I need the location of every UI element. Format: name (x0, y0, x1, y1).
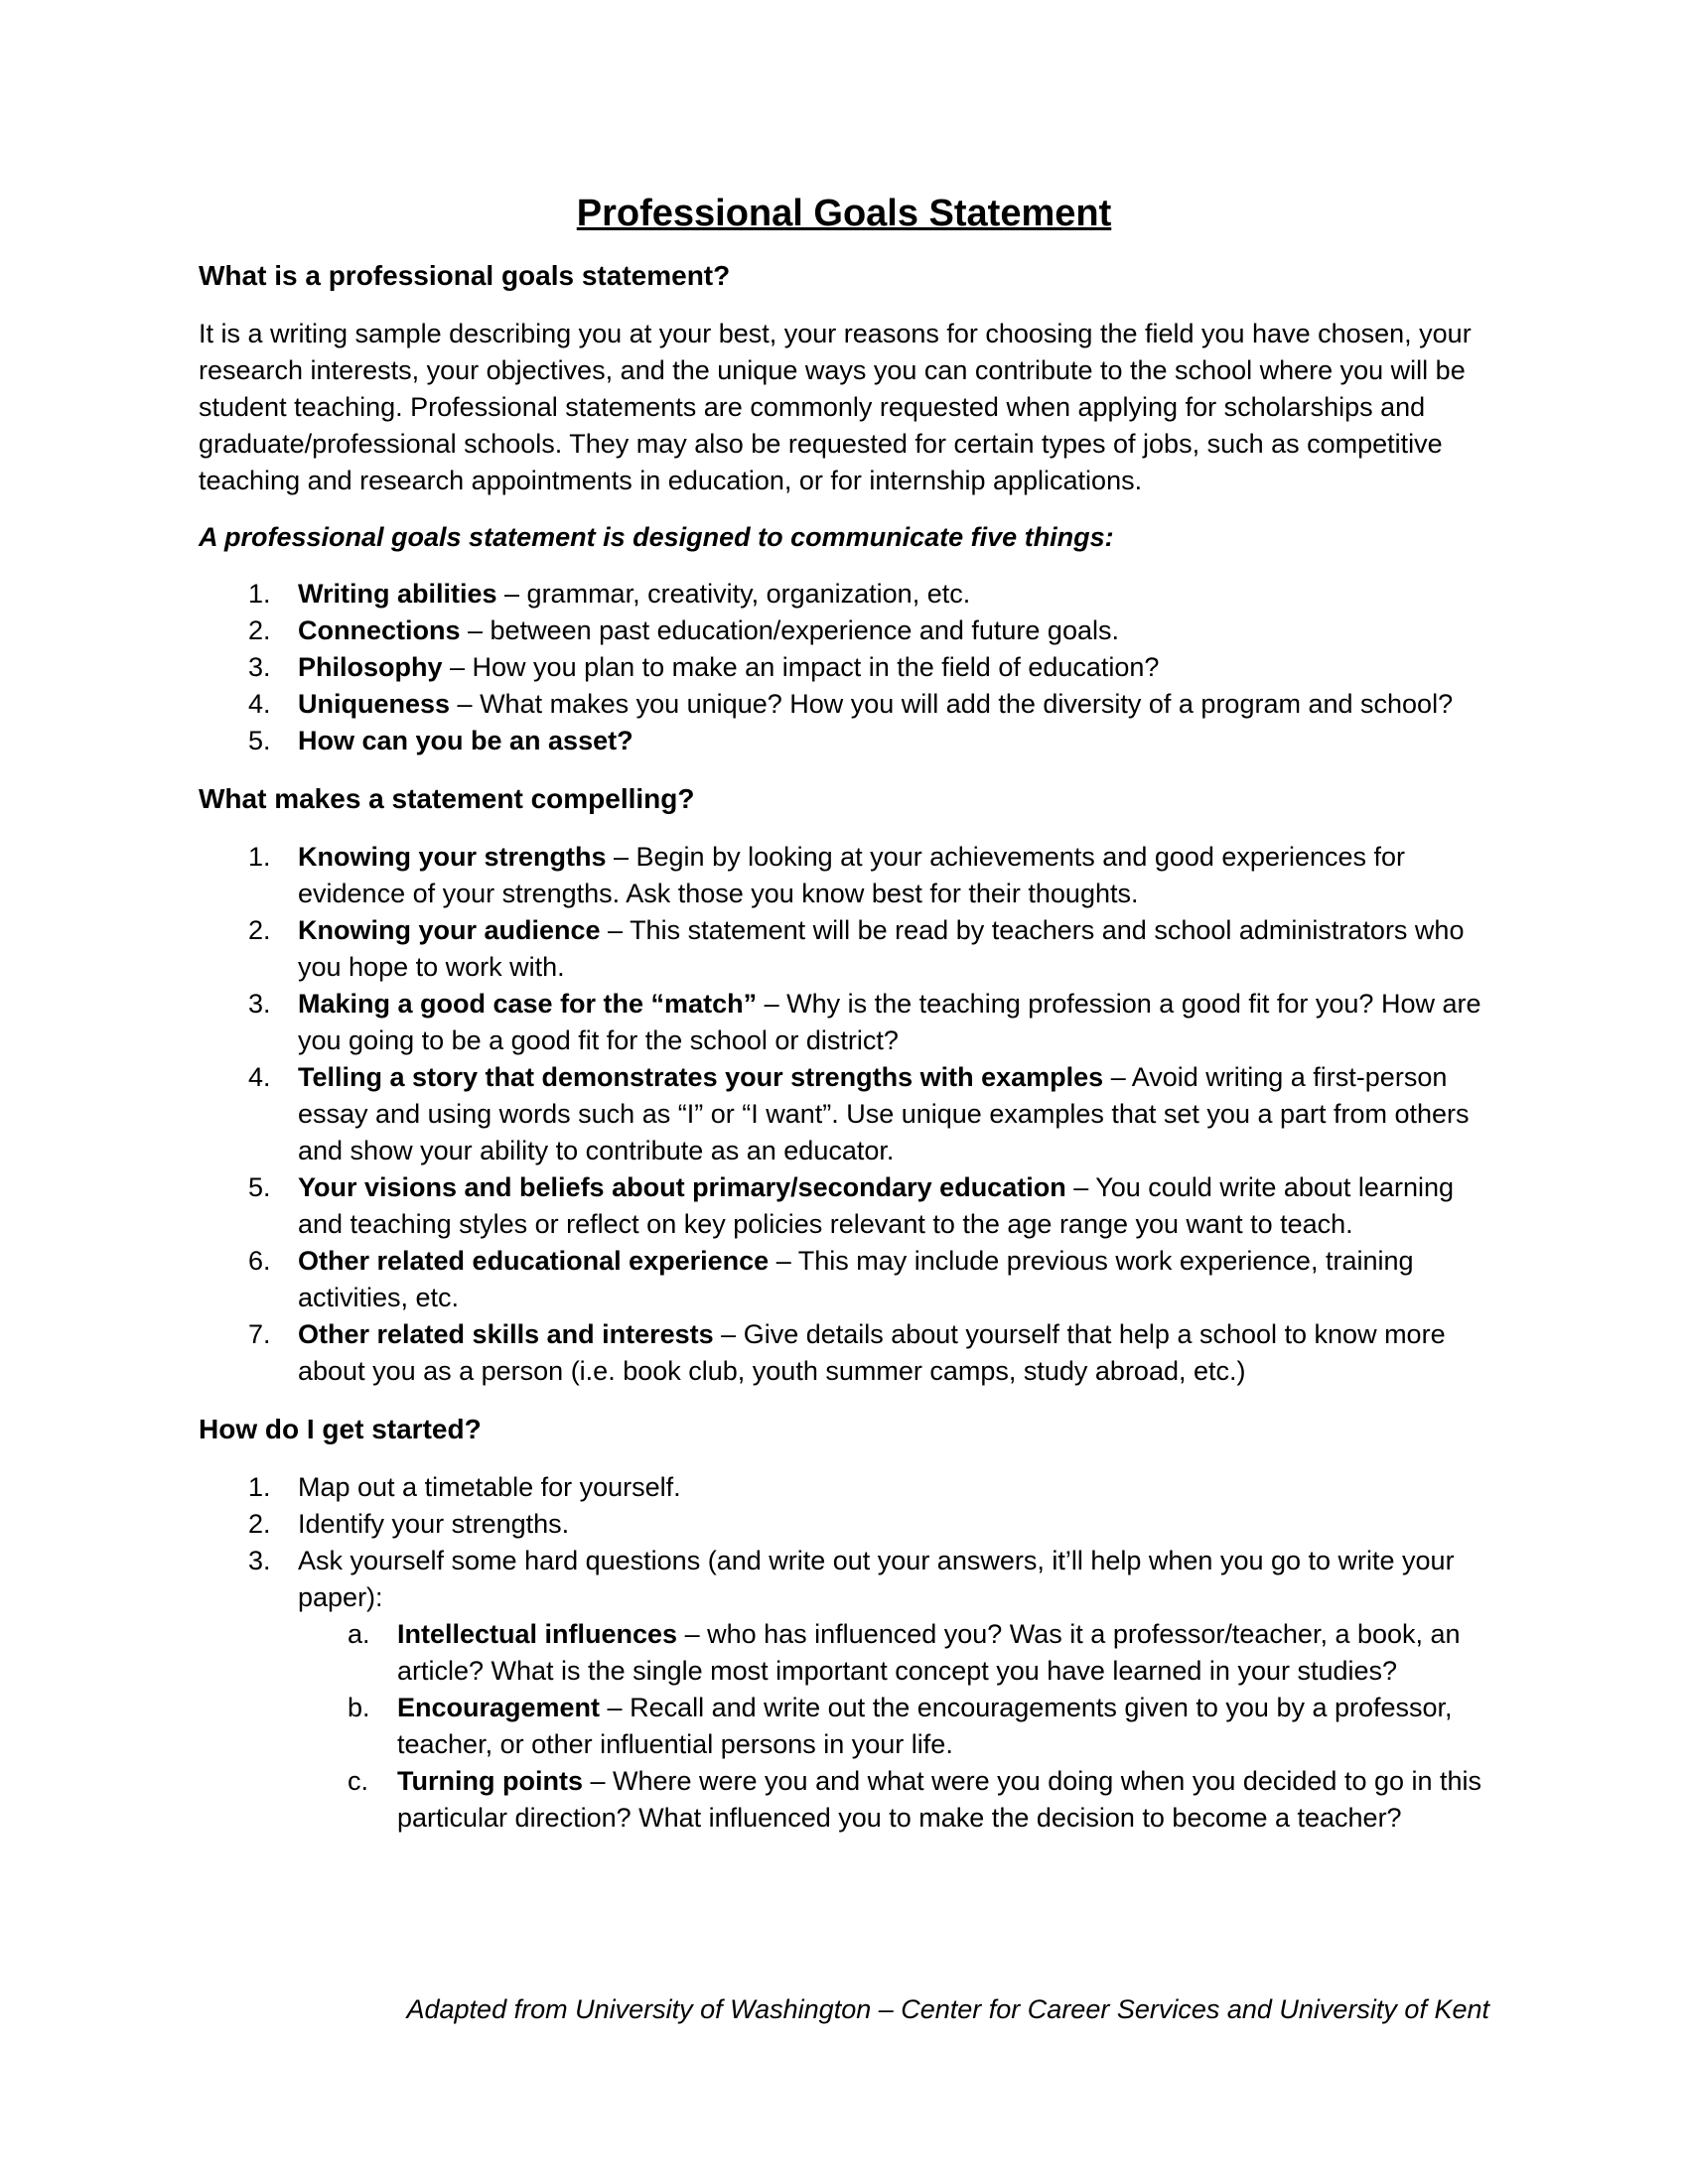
five-things-list (199, 576, 1489, 759)
footer-attribution: Adapted from University of Washington – Center for Career Services and University of Kent (406, 1994, 1489, 2024)
list-item: 5. Your visions and beliefs about primary/secondary education – You could write about learning and teaching styles or reflect on key policies relevant to the age range you want to teach. (248, 1172, 1454, 1239)
list-item: 4. Uniqueness – What makes you unique? How you will add the diversity of a program and school? (248, 689, 1454, 719)
hard-questions-sublist (298, 1616, 1489, 1837)
list-item: 3. Ask yourself some hard questions (and write out your answers, it’ll help when you go to write your paper): a. Intellectual influences – who has influenced you? Was it a professor/teacher, a book, an article? What is the single most important concept you have learned in your studies? b. Encouragement – Recall and write out the encouragements given to you by a professor, teacher, or other influential persons in your life. c. Turning points – Where were you and what were you doing when you decided to go in this particular direction? What influenced you to make the decision to become a teacher? (199, 1543, 1489, 1837)
list-item: 2. Identify your strengths. (248, 1509, 570, 1539)
list-item: 1. Knowing your strengths – Begin by looking at your achievements and good experiences for evidence of your strengths. Ask those you know best for their thoughts. (248, 842, 1406, 908)
sub-list-item: a. Intellectual influences – who has influenced you? Was it a professor/teacher, a book, an article? What is the single most important concept you have learned in your studies? (348, 1619, 1461, 1686)
list-item: 1. Writing abilities – grammar, creativity, organization, etc. (248, 579, 971, 609)
compelling-list (199, 839, 1489, 1390)
list-item: 7. Other related skills and interests – Give details about yourself that help a school to know more about you as a person (i.e. book club, youth summer camps, study abroad, etc.) (248, 1319, 1446, 1386)
get-started-list (199, 1469, 1489, 1837)
sub-list-item: c. Turning points – Where were you and what were you doing when you decided to go in this particular direction? What influenced you to make the decision to become a teacher? (348, 1766, 1482, 1833)
list-item: 1. Map out a timetable for yourself. (248, 1472, 681, 1502)
list-item: 4. Telling a story that demonstrates your strengths with examples – Avoid writing a first-person essay and using words such as “I” or “I want”. Use unique examples that set you a part from others and show your ability to contribute as an educator. (248, 1062, 1470, 1165)
list-item: 2. Connections – between past education/experience and future goals. (248, 615, 1119, 645)
section-heading-get-started: How do I get started? (199, 1414, 482, 1444)
document-page (199, 189, 1489, 1837)
list-item: 6. Other related educational experience – This may include previous work experience, training activities, etc. (248, 1246, 1414, 1312)
list-item: 2. Knowing your audience – This statement will be read by teachers and school administrators who you hope to work with. (248, 915, 1465, 982)
document-title: Professional Goals Statement (576, 193, 1112, 234)
section-heading-compelling: What makes a statement compelling? (199, 783, 695, 814)
sub-list-item: b. Encouragement – Recall and write out the encouragements given to you by a professor, teacher, or other influential persons in your life. (348, 1693, 1453, 1759)
list-item: 3. Making a good case for the “match” – Why is the teaching profession a good fit for you? How are you going to be a good fit for the school or district? (248, 989, 1481, 1055)
section1-paragraph: It is a writing sample describing you at your best, your reasons for choosing the field you have chosen, your research interests, your objectives, and the unique ways you can contribute to the school where you will be student teaching. Professional statements are commonly requested when applying for scholarships and graduate/professional schools. They may also be requested for certain types of jobs, such as competitive teaching and research appointments in education, or for internship applications. (199, 319, 1472, 495)
section-heading-what-is: What is a professional goals statement? (199, 260, 731, 291)
section1-lead: A professional goals statement is designed to communicate five things: (199, 522, 1114, 552)
list-item: 3. Philosophy – How you plan to make an impact in the field of education? (248, 652, 1160, 682)
list-item: 5. How can you be an asset? (248, 726, 633, 755)
